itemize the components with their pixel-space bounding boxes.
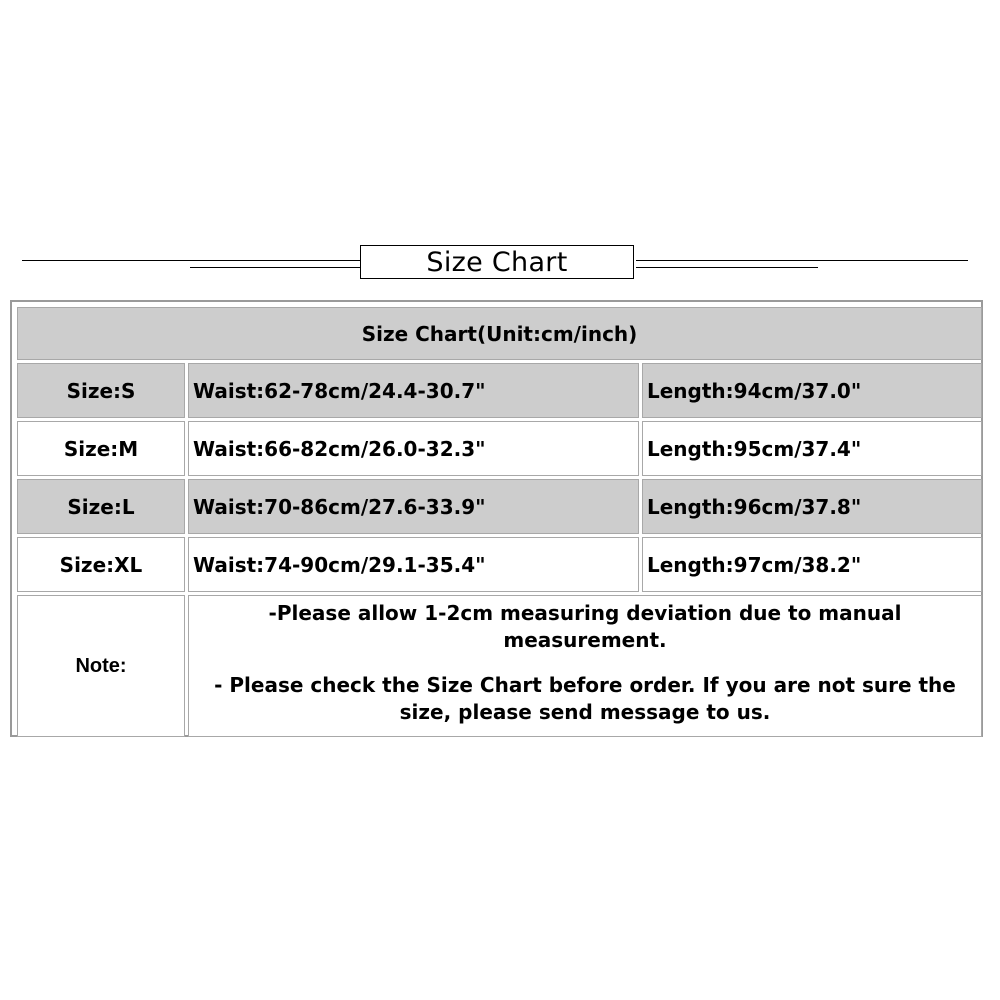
size-label: Size:S (17, 363, 185, 418)
note-line-check-chart: - Please check the Size Chart before order. If you are not sure the size, please send message to us. (214, 673, 956, 724)
size-chart-frame (10, 300, 983, 737)
note-row (17, 595, 982, 737)
table-row (17, 421, 982, 476)
table-row (17, 537, 982, 592)
length-value: Length:94cm/37.0" (642, 363, 982, 418)
note-body (188, 595, 982, 737)
table-caption-row (17, 307, 982, 360)
waist-value: Waist:62-78cm/24.4-30.7" (188, 363, 639, 418)
table-row (17, 479, 982, 534)
table-row (17, 363, 982, 418)
table-caption: Size Chart(Unit:cm/inch) (17, 307, 982, 360)
waist-value: Waist:70-86cm/27.6-33.9" (188, 479, 639, 534)
size-label: Size:L (17, 479, 185, 534)
note-label: Note: (17, 595, 185, 737)
header-rule-right-outer (636, 260, 968, 261)
length-value: Length:95cm/37.4" (642, 421, 982, 476)
size-label: Size:XL (17, 537, 185, 592)
waist-value: Waist:66-82cm/26.0-32.3" (188, 421, 639, 476)
waist-value: Waist:74-90cm/29.1-35.4" (188, 537, 639, 592)
page-title: Size Chart (360, 245, 634, 279)
length-value: Length:96cm/37.8" (642, 479, 982, 534)
header-rule-left-inner (190, 267, 360, 268)
header-rule-right-inner (636, 267, 818, 268)
note-line-deviation: -Please allow 1-2cm measuring deviation due to manual measurement. (268, 601, 902, 652)
length-value: Length:97cm/38.2" (642, 537, 982, 592)
header-rule-left-outer (22, 260, 360, 261)
size-label: Size:M (17, 421, 185, 476)
size-chart-table (14, 304, 985, 740)
